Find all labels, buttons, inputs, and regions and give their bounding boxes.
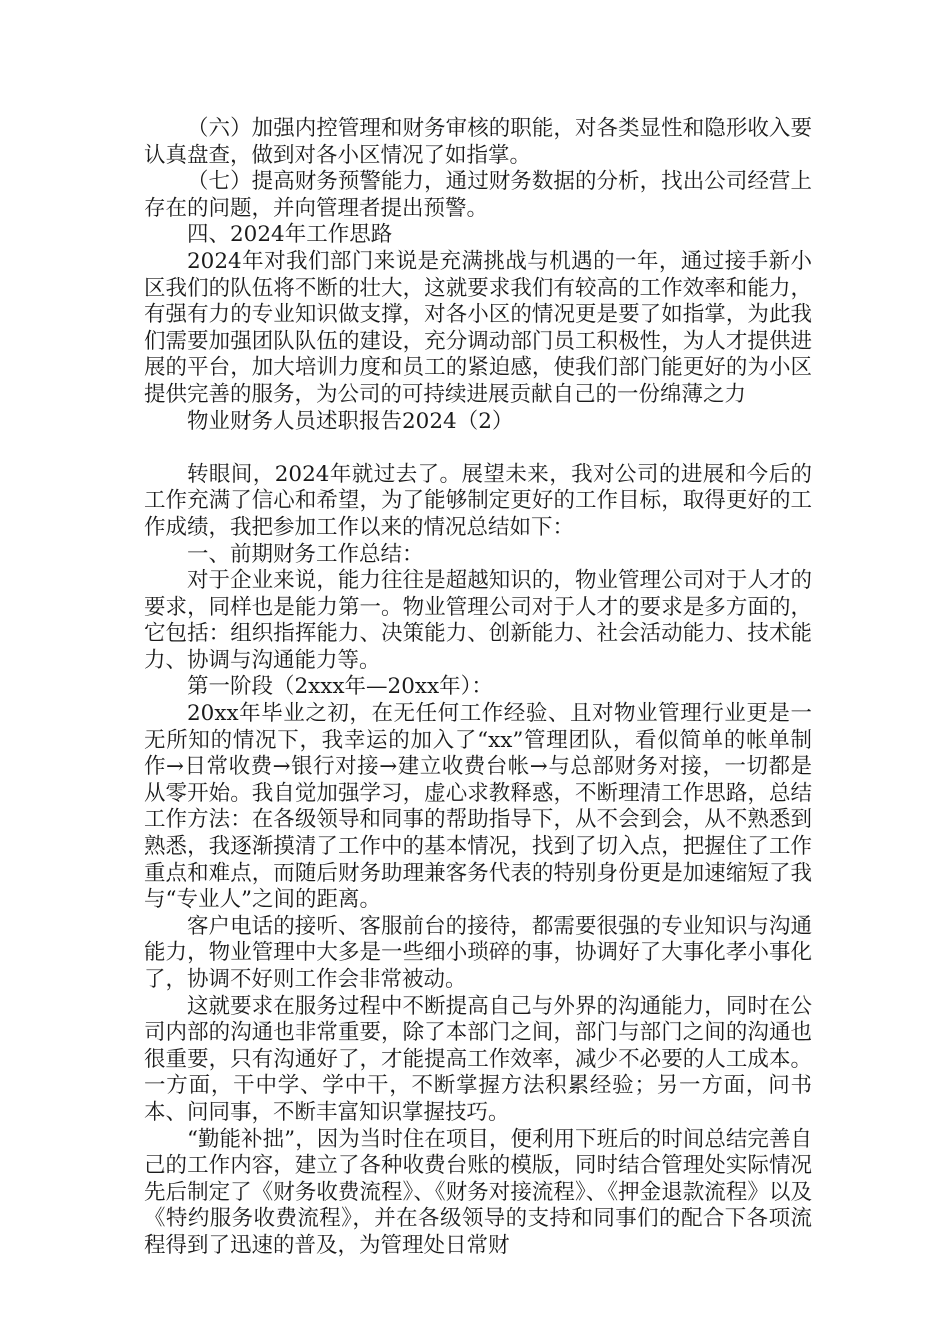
blank-line [144,435,812,462]
paragraph-communication: 这就要求在服务过程中不断提高自己与外界的沟通能力，同时在公司内部的沟通也非常重要，除了本部门之间，部门与部门之间的沟通也很重要，只有沟通好了，才能提高工作效率，减少不必要的人工成本。一方面，干中学、学中干，不断掌握方法积累经验；另一方面，问书本、问同事，不断丰富知识掌握技巧。 [144,993,812,1125]
report-title: 物业财务人员述职报告2024（2） [187,408,514,434]
paragraph-stage-one: 20xx年毕业之初，在无任何工作经验、且对物业管理行业更是一无所知的情况下，我幸运的加入了“xx”管理团队，看似简单的帐单制作→日常收费→银行对接→建立收费台帐→与总部财务对接，一切都是从零开始。我自觉加强学习，虚心求教释惑，不断理清工作思路，总结工作方法：在各级领导和同事的帮助指导下，从不会到会，从不熟悉到熟悉，我逐渐摸清了工作中的基本情况，找到了切入点，把握住了工作重点和难点，而随后财务助理兼客务代表的特别身份更是加速缩短了我与“专业人”之间的距离。 [144,701,812,913]
stage-heading: 第一阶段（2xxx年—20xx年）： [187,674,493,700]
document-page [144,116,812,1260]
paragraph-item-6: （六）加强内控管理和财务审核的职能，对各类显性和隐形收入要认真盘查，做到对各小区情况了如指掌。 [144,116,812,168]
section-heading-summary: 一、前期财务工作总结： [187,541,424,567]
paragraph-item-7: （七）提高财务预警能力，通过财务数据的分析，找出公司经营上存在的问题，并向管理者提出预警。 [144,169,812,221]
paragraph-customer-service: 客户电话的接听、客服前台的接待，都需要很强的专业知识与沟通能力，物业管理中大多是一些细小琐碎的事，协调好了大事化孝小事化了，协调不好则工作会非常被动。 [144,913,812,992]
paragraph-diligence: “勤能补拙”，因为当时住在项目，便利用下班后的时间总结完善自己的工作内容，建立了各种收费台账的模版，同时结合管理处实际情况先后制定了《财务收费流程》、《财务对接流程》、《押金退款流程》以及《特约服务收费流程》，并在各级领导的支持和同事们的配合下各项流程得到了迅速的普及，为管理处日常财 [144,1126,812,1258]
section-heading-work-plan: 四、2024年工作思路 [187,222,393,248]
paragraph-intro: 转眼间，2024年就过去了。展望未来，我对公司的进展和今后的工作充满了信心和希望，为了能够制定更好的工作目标，取得更好的工作成绩，我把参加工作以来的情况总结如下： [144,461,812,540]
paragraph-work-plan: 2024年对我们部门来说是充满挑战与机遇的一年，通过接手新小区我们的队伍将不断的壮大，这就要求我们有较高的工作效率和能力，有强有力的专业知识做支撑，对各小区的情况更是要了如指掌，为此我们需要加强团队队伍的建设，充分调动部门员工积极性，为人才提供进展的平台，加大培训力度和员工的紧迫感，使我们部门能更好的为小区提供完善的服务，为公司的可持续进展贡献自己的一份绵薄之力 [144,248,812,407]
paragraph-ability: 对于企业来说，能力往往是超越知识的，物业管理公司对于人才的要求，同样也是能力第一。物业管理公司对于人才的要求是多方面的，它包括：组织指挥能力、决策能力、创新能力、社会活动能力、技术能力、协调与沟通能力等。 [144,568,812,673]
